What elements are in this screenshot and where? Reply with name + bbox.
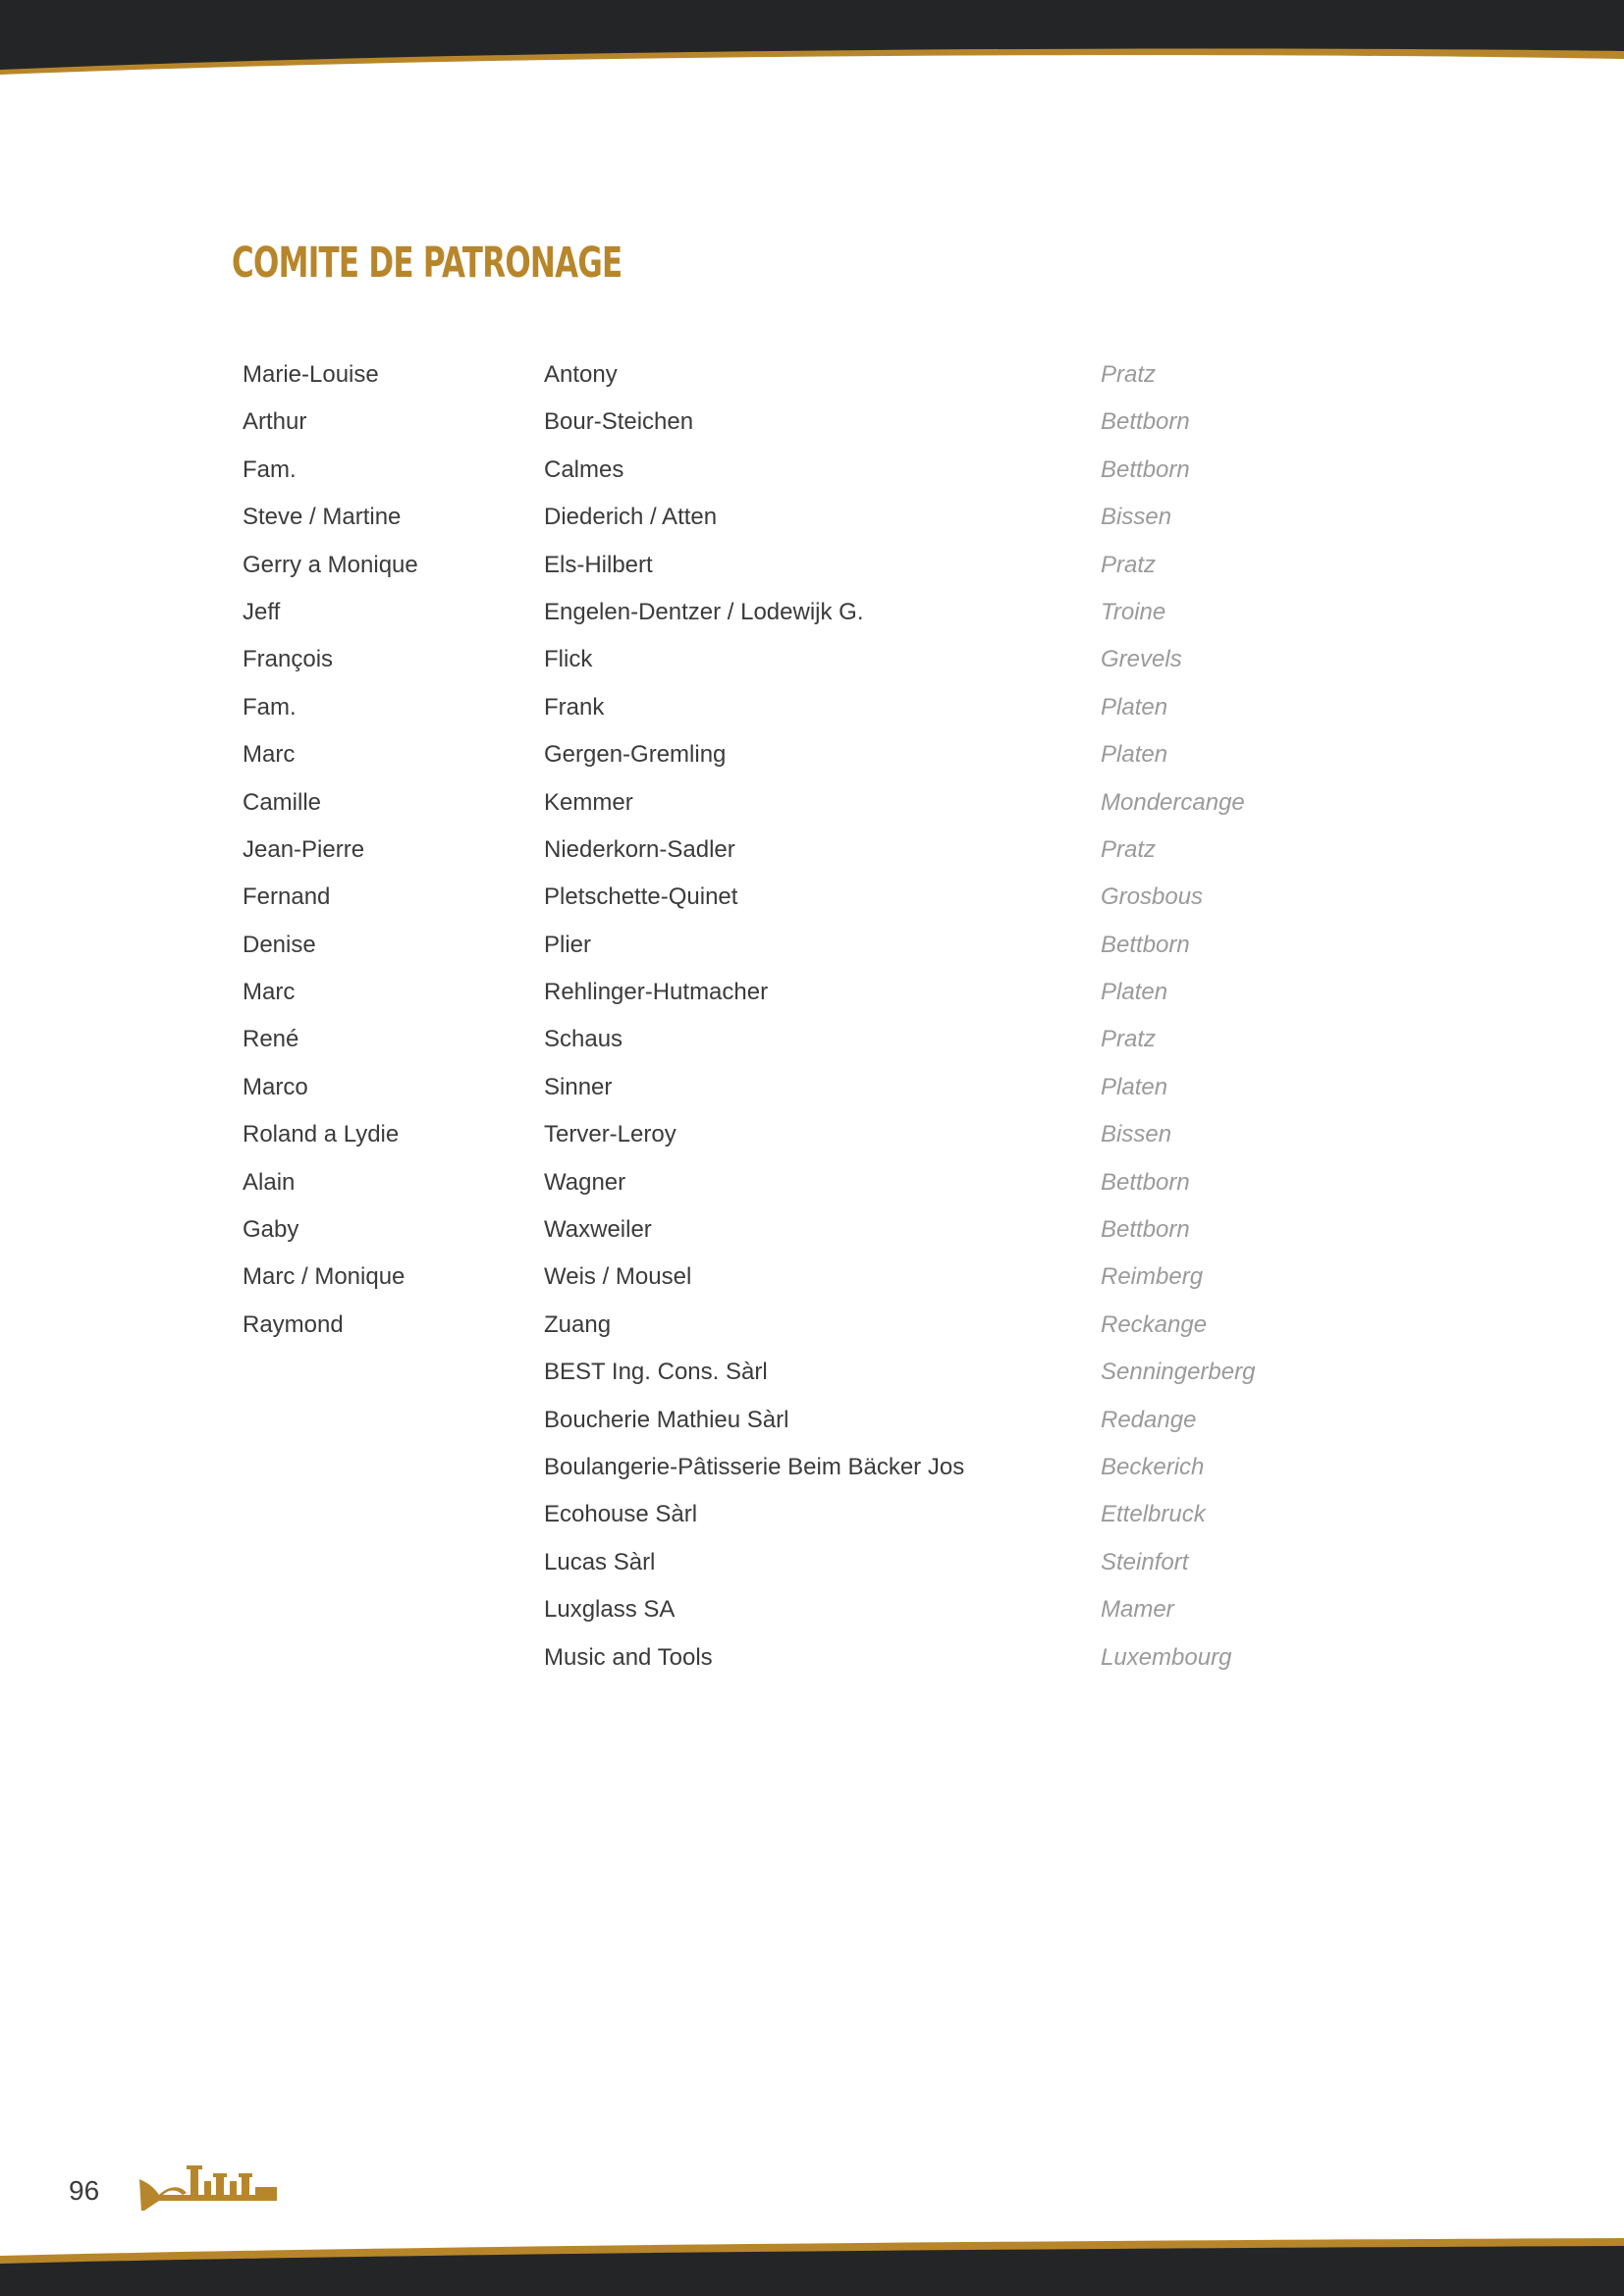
patron-place: Bissen (1101, 504, 1172, 531)
list-item (243, 1491, 1323, 1538)
patron-last-name: Luxglass SA (544, 1596, 676, 1624)
patron-place: Mamer (1101, 1596, 1174, 1624)
patron-first-name: Fernand (243, 883, 331, 911)
page-number: 96 (69, 2175, 100, 2206)
list-item (243, 1586, 1323, 1633)
list-item (243, 1539, 1323, 1586)
patron-last-name: Lucas Sàrl (544, 1548, 656, 1575)
patron-last-name: Ecohouse Sàrl (544, 1501, 698, 1528)
list-item (243, 589, 1323, 636)
patron-first-name: François (243, 646, 334, 673)
patron-place: Grevels (1101, 646, 1182, 673)
patron-last-name: Rehlinger-Hutmacher (544, 979, 769, 1006)
patron-first-name: Steve / Martine (243, 504, 402, 531)
patron-first-name: René (243, 1026, 299, 1053)
patron-first-name: Gerry a Monique (243, 551, 418, 578)
patron-first-name: Raymond (243, 1310, 344, 1338)
list-item (243, 399, 1323, 446)
list-item (243, 1397, 1323, 1444)
patron-last-name: Antony (544, 361, 618, 388)
list-item (243, 351, 1323, 399)
patron-place: Bettborn (1101, 931, 1190, 958)
patron-place: Grosbous (1101, 883, 1204, 911)
patron-last-name: Boucherie Mathieu Sàrl (544, 1406, 789, 1433)
patron-first-name: Jean-Pierre (243, 835, 365, 863)
list-item (243, 827, 1323, 874)
top-decorative-band (0, 0, 1624, 79)
patron-last-name: Sinner (544, 1073, 613, 1100)
list-item (243, 731, 1323, 778)
bottom-decorative-band (0, 2228, 1624, 2296)
patron-place: Troine (1101, 598, 1166, 625)
patron-place: Steinfort (1101, 1548, 1189, 1575)
list-item (243, 1254, 1323, 1301)
patron-place: Pratz (1101, 835, 1157, 863)
patron-last-name: Engelen-Dentzer / Lodewijk G. (544, 598, 864, 625)
patron-last-name: Diederich / Atten (544, 504, 718, 531)
patron-place: Bettborn (1101, 1216, 1190, 1244)
patron-place: Mondercange (1101, 788, 1245, 816)
patron-last-name: Bour-Steichen (544, 408, 694, 436)
patron-place: Bissen (1101, 1121, 1172, 1148)
patron-place: Reckange (1101, 1310, 1208, 1338)
list-item (243, 494, 1323, 541)
list-item (243, 542, 1323, 589)
patron-last-name: Weis / Mousel (544, 1263, 692, 1291)
patron-place: Bettborn (1101, 408, 1190, 436)
list-item (243, 684, 1323, 731)
list-item (243, 1634, 1323, 1682)
patron-last-name: Flick (544, 646, 593, 673)
patron-place: Bettborn (1101, 455, 1190, 483)
patron-first-name: Alain (243, 1168, 296, 1196)
list-item (243, 1302, 1323, 1349)
patron-place: Platen (1101, 1073, 1168, 1100)
patron-last-name: Waxweiler (544, 1216, 652, 1244)
patron-place: Platen (1101, 741, 1168, 769)
list-item (243, 636, 1323, 683)
patron-last-name: Niederkorn-Sadler (544, 835, 735, 863)
patron-first-name: Marc / Monique (243, 1263, 406, 1291)
page-title: COMITE DE PATRONAGE (232, 239, 623, 288)
patron-first-name: Marc (243, 979, 296, 1006)
list-item (243, 1111, 1323, 1158)
patron-place: Luxembourg (1101, 1643, 1232, 1671)
patron-last-name: Frank (544, 693, 605, 721)
patron-place: Redange (1101, 1406, 1197, 1433)
patron-first-name: Gaby (243, 1216, 299, 1244)
patron-last-name: Wagner (544, 1168, 626, 1196)
patron-place: Senningerberg (1101, 1359, 1256, 1386)
trumpet-skyline-logo-icon (139, 2156, 277, 2211)
patron-first-name: Marc (243, 741, 296, 769)
list-item (243, 1064, 1323, 1111)
patron-last-name: Boulangerie-Pâtisserie Beim Bäcker Jos (544, 1453, 965, 1480)
patron-last-name: Schaus (544, 1026, 623, 1053)
patron-place: Platen (1101, 979, 1168, 1006)
patron-first-name: Marco (243, 1073, 308, 1100)
list-item (243, 874, 1323, 921)
patron-place: Reimberg (1101, 1263, 1204, 1291)
list-item (243, 1206, 1323, 1254)
list-item (243, 779, 1323, 827)
list-item (243, 1016, 1323, 1063)
patron-last-name: BEST Ing. Cons. Sàrl (544, 1359, 768, 1386)
patron-first-name: Jeff (243, 598, 281, 625)
patron-first-name: Roland a Lydie (243, 1121, 400, 1148)
patron-last-name: Kemmer (544, 788, 633, 816)
patron-place: Pratz (1101, 361, 1157, 388)
patron-first-name: Marie-Louise (243, 361, 379, 388)
list-item (243, 1444, 1323, 1491)
patron-last-name: Music and Tools (544, 1643, 713, 1671)
patron-first-name: Fam. (243, 455, 297, 483)
patron-place: Pratz (1101, 551, 1157, 578)
patron-last-name: Pletschette-Quinet (544, 883, 738, 911)
patron-place: Bettborn (1101, 1168, 1190, 1196)
patron-last-name: Terver-Leroy (544, 1121, 677, 1148)
patron-first-name: Camille (243, 788, 322, 816)
patron-list (243, 351, 1323, 1682)
patron-last-name: Els-Hilbert (544, 551, 653, 578)
patron-last-name: Plier (544, 931, 592, 958)
list-item (243, 969, 1323, 1016)
patron-last-name: Calmes (544, 455, 624, 483)
list-item (243, 447, 1323, 494)
patron-place: Ettelbruck (1101, 1501, 1206, 1528)
patron-place: Pratz (1101, 1026, 1157, 1053)
patron-first-name: Arthur (243, 408, 307, 436)
patron-last-name: Gergen-Gremling (544, 741, 727, 769)
list-item (243, 1349, 1323, 1396)
list-item (243, 1159, 1323, 1206)
patron-place: Platen (1101, 693, 1168, 721)
patron-first-name: Fam. (243, 693, 297, 721)
patron-last-name: Zuang (544, 1310, 612, 1338)
list-item (243, 922, 1323, 969)
patron-first-name: Denise (243, 931, 316, 958)
patron-place: Beckerich (1101, 1453, 1205, 1480)
